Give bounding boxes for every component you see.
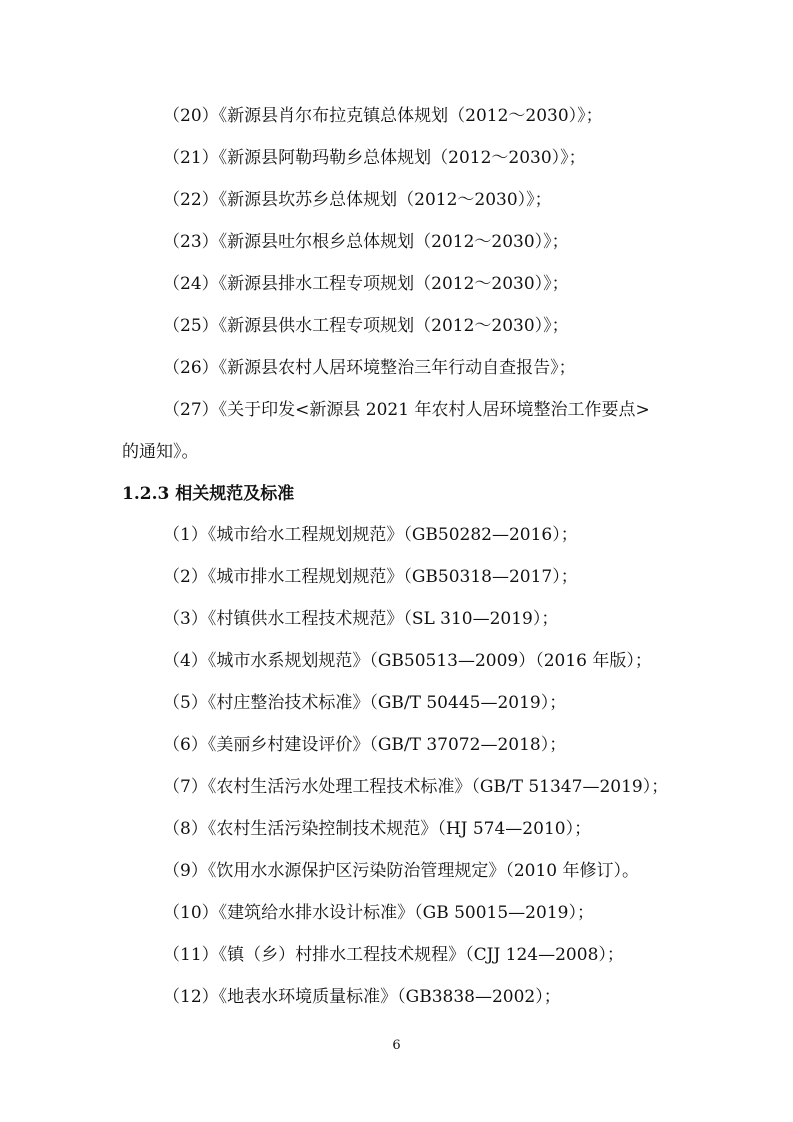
list-item: （6）《美丽乡村建设评价》（GB/T 37072—2018）； xyxy=(163,735,567,755)
list-item: （12）《地表水环境质量标准》（GB3838—2002）； xyxy=(163,987,561,1007)
section-heading: 1.2.3 相关规范及标准 xyxy=(122,484,295,504)
list-item: （20）《新源县肖尔布拉克镇总体规划（2012～2030）》； xyxy=(163,106,603,126)
list-item-continuation: 的通知》。 xyxy=(122,442,199,462)
list-item: （25）《新源县供水工程专项规划（2012～2030）》； xyxy=(163,316,569,336)
page-number: 6 xyxy=(392,1038,401,1053)
list-item: （24）《新源县排水工程专项规划（2012～2030）》； xyxy=(163,274,569,294)
list-item: （9）《饮用水水源保护区污染防治管理规定》（2010 年修订）。 xyxy=(163,861,639,881)
list-item: （8）《农村生活污染控制技术规范》（HJ 574—2010）； xyxy=(163,819,592,839)
list-item: （21）《新源县阿勒玛勒乡总体规划（2012～2030）》； xyxy=(163,148,586,168)
list-item: （7）《农村生活污水处理工程技术标准》（GB/T 51347—2019）； xyxy=(163,777,669,797)
list-item: （4）《城市水系规划规范》（GB50513—2009）（2016 年版）； xyxy=(163,651,652,671)
list-item: （2）《城市排水工程规划规范》（GB50318—2017）； xyxy=(163,567,578,587)
list-item: （27）《关于印发<新源县 2021 年农村人居环境整治工作要点> xyxy=(163,400,650,420)
list-item: （1）《城市给水工程规划规范》（GB50282—2016）； xyxy=(163,525,578,545)
list-item: （3）《村镇供水工程技术规范》（SL 310—2019）； xyxy=(163,609,559,629)
list-item: （11）《镇（乡）村排水工程技术规程》（CJJ 124—2008）； xyxy=(163,945,624,965)
list-item: （26）《新源县农村人居环境整治三年行动自查报告》； xyxy=(163,358,576,378)
list-item: （5）《村庄整治技术标准》（GB/T 50445—2019）； xyxy=(163,693,567,713)
list-item: （23）《新源县吐尔根乡总体规划（2012～2030）》； xyxy=(163,232,569,252)
list-item: （10）《建筑给水排水设计标准》（GB 50015—2019）； xyxy=(163,903,594,923)
list-item: （22）《新源县坎苏乡总体规划（2012～2030）》； xyxy=(163,190,552,210)
